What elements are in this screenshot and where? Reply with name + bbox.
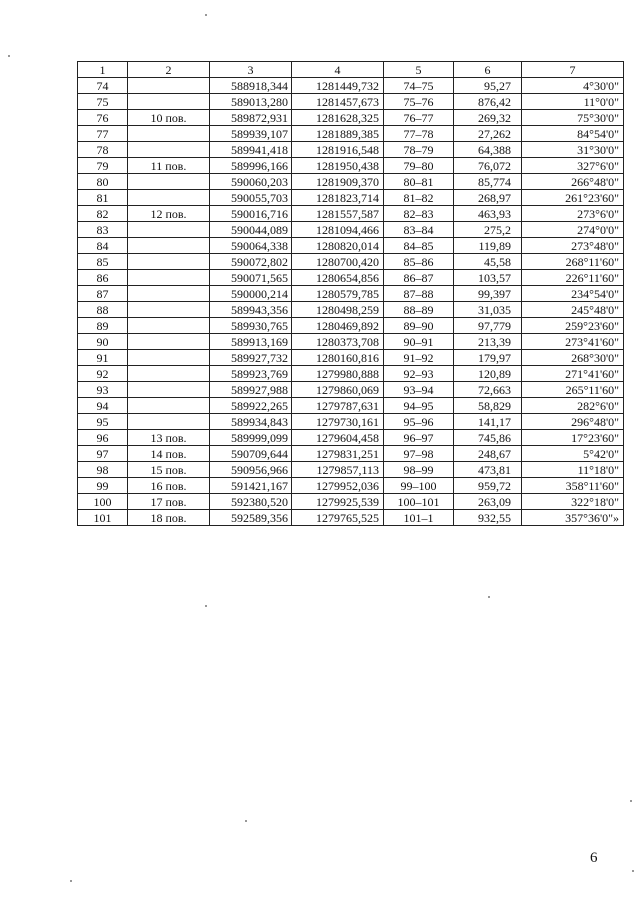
x-coordinate-cell: 590055,703	[210, 190, 292, 206]
page-number: 6	[590, 850, 598, 866]
segment-cell: 84–85	[384, 238, 454, 254]
bearing-cell: 261°23'60"	[522, 190, 624, 206]
segment-cell: 82–83	[384, 206, 454, 222]
table-row	[78, 78, 624, 94]
y-coordinate-cell: 1280700,420	[292, 254, 384, 270]
length-cell: 76,072	[454, 158, 522, 174]
segment-cell: 97–98	[384, 446, 454, 462]
bearing-cell: 322°18'0"	[522, 494, 624, 510]
x-coordinate-cell: 589923,769	[210, 366, 292, 382]
y-coordinate-cell: 1280373,708	[292, 334, 384, 350]
point-number-cell: 89	[78, 318, 128, 334]
x-coordinate-cell: 590956,966	[210, 462, 292, 478]
segment-cell: 89–90	[384, 318, 454, 334]
scan-speck	[488, 596, 490, 598]
segment-cell: 76–77	[384, 110, 454, 126]
scan-speck	[8, 55, 10, 57]
segment-cell: 74–75	[384, 78, 454, 94]
table-row	[78, 366, 624, 382]
length-cell: 268,97	[454, 190, 522, 206]
scan-speck	[245, 820, 247, 822]
y-coordinate-cell: 1279730,161	[292, 414, 384, 430]
point-number-cell: 79	[78, 158, 128, 174]
y-coordinate-cell: 1279831,251	[292, 446, 384, 462]
turn-label-cell	[128, 254, 210, 270]
turn-label-cell: 11 пов.	[128, 158, 210, 174]
header-cell: 5	[384, 62, 454, 78]
y-coordinate-cell: 1280160,816	[292, 350, 384, 366]
x-coordinate-cell: 591421,167	[210, 478, 292, 494]
point-number-cell: 101	[78, 510, 128, 526]
bearing-cell: 11°0'0"	[522, 94, 624, 110]
y-coordinate-cell: 1279980,888	[292, 366, 384, 382]
table-row	[78, 126, 624, 142]
x-coordinate-cell: 590016,716	[210, 206, 292, 222]
y-coordinate-cell: 1280498,259	[292, 302, 384, 318]
y-coordinate-cell: 1281823,714	[292, 190, 384, 206]
turn-label-cell: 12 пов.	[128, 206, 210, 222]
table-row	[78, 302, 624, 318]
segment-cell: 101–1	[384, 510, 454, 526]
scan-speck	[70, 880, 72, 882]
length-cell: 463,93	[454, 206, 522, 222]
point-number-cell: 97	[78, 446, 128, 462]
table-row	[78, 478, 624, 494]
segment-cell: 94–95	[384, 398, 454, 414]
bearing-cell: 327°6'0"	[522, 158, 624, 174]
bearing-cell: 226°11'60"	[522, 270, 624, 286]
scan-speck	[205, 605, 207, 607]
bearing-cell: 245°48'0"	[522, 302, 624, 318]
point-number-cell: 77	[78, 126, 128, 142]
turn-label-cell: 15 пов.	[128, 462, 210, 478]
table-row	[78, 446, 624, 462]
point-number-cell: 75	[78, 94, 128, 110]
scan-speck	[632, 870, 634, 872]
length-cell: 97,779	[454, 318, 522, 334]
bearing-cell: 11°18'0"	[522, 462, 624, 478]
table-row	[78, 110, 624, 126]
length-cell: 213,39	[454, 334, 522, 350]
turn-label-cell	[128, 174, 210, 190]
x-coordinate-cell: 592589,356	[210, 510, 292, 526]
turn-label-cell	[128, 270, 210, 286]
turn-label-cell: 16 пов.	[128, 478, 210, 494]
bearing-cell: 234°54'0"	[522, 286, 624, 302]
x-coordinate-cell: 589927,732	[210, 350, 292, 366]
table-row	[78, 270, 624, 286]
bearing-cell: 75°30'0"	[522, 110, 624, 126]
table-header-row	[78, 62, 624, 78]
point-number-cell: 100	[78, 494, 128, 510]
table-row	[78, 334, 624, 350]
turn-label-cell	[128, 190, 210, 206]
header-cell: 1	[78, 62, 128, 78]
y-coordinate-cell: 1279787,631	[292, 398, 384, 414]
bearing-cell: 268°11'60"	[522, 254, 624, 270]
header-cell: 3	[210, 62, 292, 78]
table-row	[78, 286, 624, 302]
x-coordinate-cell: 589939,107	[210, 126, 292, 142]
bearing-cell: 271°41'60"	[522, 366, 624, 382]
bearing-cell: 31°30'0"	[522, 142, 624, 158]
table-row	[78, 222, 624, 238]
x-coordinate-cell: 589913,169	[210, 334, 292, 350]
bearing-cell: 273°48'0"	[522, 238, 624, 254]
y-coordinate-cell: 1280469,892	[292, 318, 384, 334]
table-body	[78, 78, 624, 526]
x-coordinate-cell: 589872,931	[210, 110, 292, 126]
scan-speck	[205, 14, 207, 16]
table-row	[78, 350, 624, 366]
length-cell: 99,397	[454, 286, 522, 302]
length-cell: 248,67	[454, 446, 522, 462]
point-number-cell: 96	[78, 430, 128, 446]
length-cell: 745,86	[454, 430, 522, 446]
bearing-cell: 259°23'60"	[522, 318, 624, 334]
bearing-cell: 273°6'0"	[522, 206, 624, 222]
x-coordinate-cell: 590060,203	[210, 174, 292, 190]
x-coordinate-cell: 589934,843	[210, 414, 292, 430]
segment-cell: 87–88	[384, 286, 454, 302]
scan-speck	[630, 800, 632, 802]
point-number-cell: 84	[78, 238, 128, 254]
header-cell: 7	[522, 62, 624, 78]
length-cell: 876,42	[454, 94, 522, 110]
length-cell: 473,81	[454, 462, 522, 478]
point-number-cell: 94	[78, 398, 128, 414]
y-coordinate-cell: 1279925,539	[292, 494, 384, 510]
point-number-cell: 74	[78, 78, 128, 94]
bearing-cell: 4°30'0"	[522, 78, 624, 94]
x-coordinate-cell: 589996,166	[210, 158, 292, 174]
point-number-cell: 80	[78, 174, 128, 190]
x-coordinate-cell: 590064,338	[210, 238, 292, 254]
table-row	[78, 254, 624, 270]
segment-cell: 86–87	[384, 270, 454, 286]
length-cell: 141,17	[454, 414, 522, 430]
segment-cell: 83–84	[384, 222, 454, 238]
x-coordinate-cell: 590072,802	[210, 254, 292, 270]
turn-label-cell	[128, 318, 210, 334]
segment-cell: 79–80	[384, 158, 454, 174]
table-row	[78, 430, 624, 446]
turn-label-cell: 13 пов.	[128, 430, 210, 446]
turn-label-cell	[128, 94, 210, 110]
turn-label-cell	[128, 238, 210, 254]
length-cell: 275,2	[454, 222, 522, 238]
point-number-cell: 92	[78, 366, 128, 382]
point-number-cell: 78	[78, 142, 128, 158]
point-number-cell: 86	[78, 270, 128, 286]
table-row	[78, 382, 624, 398]
bearing-cell: 5°42'0"	[522, 446, 624, 462]
length-cell: 120,89	[454, 366, 522, 382]
header-cell: 2	[128, 62, 210, 78]
length-cell: 179,97	[454, 350, 522, 366]
point-number-cell: 95	[78, 414, 128, 430]
turn-label-cell	[128, 414, 210, 430]
point-number-cell: 85	[78, 254, 128, 270]
length-cell: 932,55	[454, 510, 522, 526]
table-row	[78, 318, 624, 334]
x-coordinate-cell: 589999,099	[210, 430, 292, 446]
bearing-cell: 274°0'0"	[522, 222, 624, 238]
table-row	[78, 494, 624, 510]
turn-label-cell	[128, 382, 210, 398]
segment-cell: 81–82	[384, 190, 454, 206]
y-coordinate-cell: 1279860,069	[292, 382, 384, 398]
segment-cell: 95–96	[384, 414, 454, 430]
segment-cell: 77–78	[384, 126, 454, 142]
length-cell: 45,58	[454, 254, 522, 270]
y-coordinate-cell: 1280579,785	[292, 286, 384, 302]
table-row	[78, 510, 624, 526]
point-number-cell: 93	[78, 382, 128, 398]
point-number-cell: 91	[78, 350, 128, 366]
turn-label-cell: 10 пов.	[128, 110, 210, 126]
x-coordinate-cell: 588918,344	[210, 78, 292, 94]
y-coordinate-cell: 1281449,732	[292, 78, 384, 94]
y-coordinate-cell: 1280654,856	[292, 270, 384, 286]
x-coordinate-cell: 589943,356	[210, 302, 292, 318]
segment-cell: 100–101	[384, 494, 454, 510]
turn-label-cell	[128, 286, 210, 302]
point-number-cell: 82	[78, 206, 128, 222]
coordinates-table	[77, 61, 624, 526]
length-cell: 103,57	[454, 270, 522, 286]
bearing-cell: 357°36'0"»	[522, 510, 624, 526]
length-cell: 58,829	[454, 398, 522, 414]
y-coordinate-cell: 1279604,458	[292, 430, 384, 446]
segment-cell: 93–94	[384, 382, 454, 398]
segment-cell: 78–79	[384, 142, 454, 158]
length-cell: 85,774	[454, 174, 522, 190]
segment-cell: 85–86	[384, 254, 454, 270]
y-coordinate-cell: 1281457,673	[292, 94, 384, 110]
turn-label-cell	[128, 142, 210, 158]
segment-cell: 90–91	[384, 334, 454, 350]
segment-cell: 75–76	[384, 94, 454, 110]
x-coordinate-cell: 592380,520	[210, 494, 292, 510]
y-coordinate-cell: 1281628,325	[292, 110, 384, 126]
bearing-cell: 266°48'0"	[522, 174, 624, 190]
y-coordinate-cell: 1281094,466	[292, 222, 384, 238]
y-coordinate-cell: 1279765,525	[292, 510, 384, 526]
header-cell: 4	[292, 62, 384, 78]
x-coordinate-cell: 589922,265	[210, 398, 292, 414]
turn-label-cell	[128, 78, 210, 94]
segment-cell: 96–97	[384, 430, 454, 446]
y-coordinate-cell: 1281916,548	[292, 142, 384, 158]
length-cell: 95,27	[454, 78, 522, 94]
table-row	[78, 158, 624, 174]
length-cell: 263,09	[454, 494, 522, 510]
x-coordinate-cell: 589927,988	[210, 382, 292, 398]
turn-label-cell	[128, 398, 210, 414]
point-number-cell: 98	[78, 462, 128, 478]
point-number-cell: 76	[78, 110, 128, 126]
table-row	[78, 206, 624, 222]
turn-label-cell: 18 пов.	[128, 510, 210, 526]
point-number-cell: 87	[78, 286, 128, 302]
length-cell: 119,89	[454, 238, 522, 254]
y-coordinate-cell: 1279952,036	[292, 478, 384, 494]
point-number-cell: 83	[78, 222, 128, 238]
bearing-cell: 358°11'60"	[522, 478, 624, 494]
segment-cell: 91–92	[384, 350, 454, 366]
table-row	[78, 238, 624, 254]
length-cell: 269,32	[454, 110, 522, 126]
length-cell: 959,72	[454, 478, 522, 494]
point-number-cell: 81	[78, 190, 128, 206]
point-number-cell: 88	[78, 302, 128, 318]
bearing-cell: 268°30'0"	[522, 350, 624, 366]
y-coordinate-cell: 1281557,587	[292, 206, 384, 222]
turn-label-cell	[128, 334, 210, 350]
turn-label-cell: 17 пов.	[128, 494, 210, 510]
turn-label-cell	[128, 302, 210, 318]
table-row	[78, 398, 624, 414]
y-coordinate-cell: 1281909,370	[292, 174, 384, 190]
table-row	[78, 414, 624, 430]
table-row	[78, 142, 624, 158]
turn-label-cell	[128, 366, 210, 382]
bearing-cell: 273°41'60"	[522, 334, 624, 350]
x-coordinate-cell: 589941,418	[210, 142, 292, 158]
x-coordinate-cell: 589013,280	[210, 94, 292, 110]
x-coordinate-cell: 589930,765	[210, 318, 292, 334]
turn-label-cell: 14 пов.	[128, 446, 210, 462]
point-number-cell: 90	[78, 334, 128, 350]
length-cell: 27,262	[454, 126, 522, 142]
y-coordinate-cell: 1281950,438	[292, 158, 384, 174]
bearing-cell: 265°11'60"	[522, 382, 624, 398]
length-cell: 31,035	[454, 302, 522, 318]
point-number-cell: 99	[78, 478, 128, 494]
bearing-cell: 17°23'60"	[522, 430, 624, 446]
bearing-cell: 282°6'0"	[522, 398, 624, 414]
x-coordinate-cell: 590071,565	[210, 270, 292, 286]
y-coordinate-cell: 1281889,385	[292, 126, 384, 142]
length-cell: 72,663	[454, 382, 522, 398]
segment-cell: 92–93	[384, 366, 454, 382]
length-cell: 64,388	[454, 142, 522, 158]
table-row	[78, 94, 624, 110]
bearing-cell: 84°54'0"	[522, 126, 624, 142]
x-coordinate-cell: 590709,644	[210, 446, 292, 462]
turn-label-cell	[128, 126, 210, 142]
x-coordinate-cell: 590044,089	[210, 222, 292, 238]
turn-label-cell	[128, 350, 210, 366]
turn-label-cell	[128, 222, 210, 238]
table-row	[78, 174, 624, 190]
segment-cell: 98–99	[384, 462, 454, 478]
header-cell: 6	[454, 62, 522, 78]
table-row	[78, 190, 624, 206]
segment-cell: 80–81	[384, 174, 454, 190]
x-coordinate-cell: 590000,214	[210, 286, 292, 302]
bearing-cell: 296°48'0"	[522, 414, 624, 430]
table-row	[78, 462, 624, 478]
segment-cell: 88–89	[384, 302, 454, 318]
segment-cell: 99–100	[384, 478, 454, 494]
y-coordinate-cell: 1280820,014	[292, 238, 384, 254]
y-coordinate-cell: 1279857,113	[292, 462, 384, 478]
